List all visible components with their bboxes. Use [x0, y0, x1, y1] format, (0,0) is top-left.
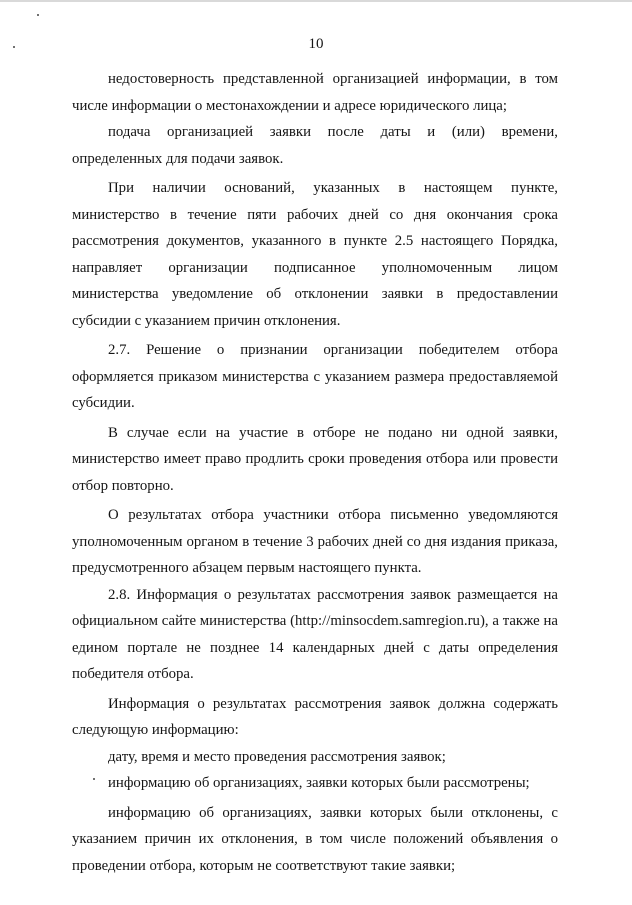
list-item-date-time-place: дату, время и место проведения рассмотрения заявок;	[108, 748, 446, 765]
paragraph-results-notification: О результатах отбора участники отбора письменно уведомляются уполномоченным органом в течение 3 рабочих дней со дня издания приказа, предусмотренного абзацем первым настоящего пункта.	[72, 507, 558, 576]
paragraph-2-7-winner-decision: 2.7. Решение о признании организации победителем отбора оформляется приказом министерства с указанием размера предоставляемой субсидии.	[72, 342, 558, 411]
list-item-rejected-organizations: информацию об организациях, заявки которых были отклонены, с указанием причин их отклонения, в том числе положений объявления о проведении отбора, которым не соответствуют такие заявки;	[72, 804, 558, 874]
list-item-reviewed-organizations: информацию об организациях, заявки которых были рассмотрены;	[108, 775, 530, 791]
paragraph-2-8-results-publication: 2.8. Информация о результатах рассмотрения заявок размещается на официальном сайте министерства (http://minsocdem.samregion.ru), а также на едином портале не позднее 14 календарных дней с даты определения победителя отбора.	[72, 586, 558, 682]
paragraph-no-applications: В случае если на участие в отборе не подано ни одной заявки, министерство имеет право продлить сроки проведения отбора или провести отбор повторно.	[72, 424, 558, 494]
paragraph-unreliable-info: недостоверность представленной организацией информации, в том числе информации о местонахождении и адресе юридического лица;	[72, 71, 558, 114]
scan-speck	[37, 14, 39, 16]
paragraph-results-content: Информация о результатах рассмотрения заявок должна содержать следующую информацию:	[72, 695, 558, 738]
paragraph-rejection-notice: При наличии оснований, указанных в настоящем пункте, министерство в течение пяти рабочих дней со дня окончания срока рассмотрения документов, указанного в пункте 2.5 настоящего Порядка, направляет организации подписанное уполномоченным лицом министерства уведомление об отклонении заявки в предоставлении субсидии с указанием причин отклонения.	[72, 180, 558, 329]
scan-top-edge	[0, 0, 632, 2]
document-body	[72, 66, 558, 879]
paragraph-late-submission: подача организацией заявки после даты и (или) времени, определенных для подачи заявок.	[72, 124, 558, 167]
page-number: 10	[308, 36, 324, 52]
